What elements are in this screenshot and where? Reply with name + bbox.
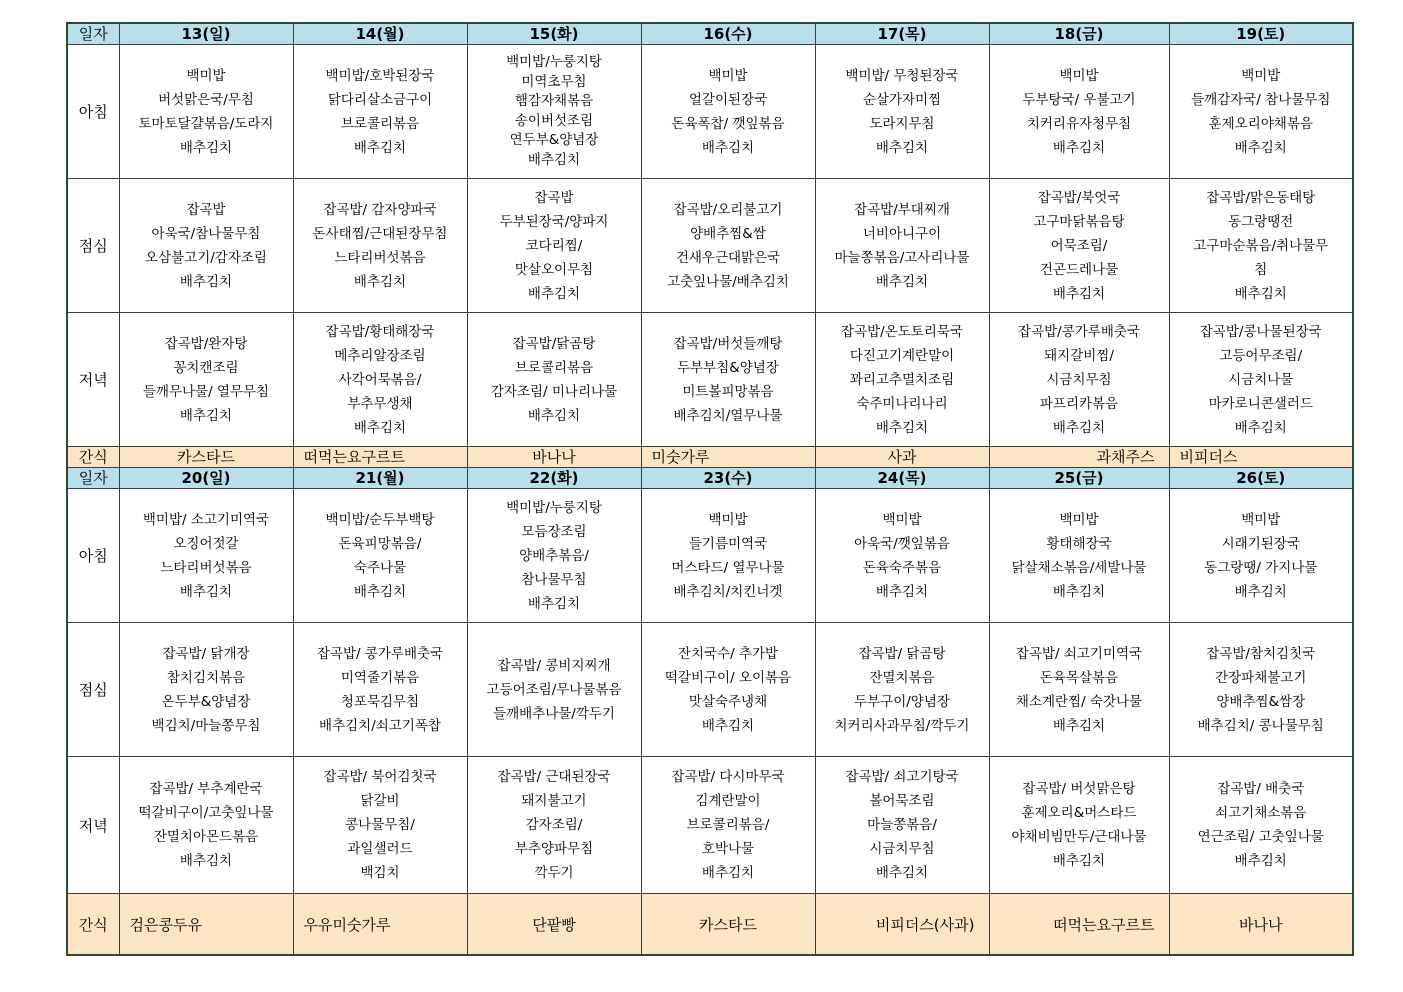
menu-item: 들기름미역국	[688, 535, 768, 552]
menu-item: 배추김치	[1052, 853, 1106, 869]
menu-item: 건곤드레나물	[1039, 261, 1119, 278]
menu-item: 부추무생채	[347, 395, 413, 412]
breakfast-menu-cell	[467, 489, 641, 623]
menu-item: 모듬장조림	[521, 523, 587, 540]
snack-item: 사과	[815, 447, 989, 468]
day-header-6: 18(금)	[989, 23, 1169, 45]
menu-item: 오삼불고기/감자조림	[145, 249, 267, 266]
dinner-menu-cell	[641, 313, 815, 447]
menu-item: 시금치무침	[1046, 371, 1112, 388]
dinner-menu-cell	[989, 757, 1169, 894]
menu-item: 호박나물	[701, 841, 755, 857]
menu-item: 잔멸치볶음	[869, 669, 935, 686]
lunch-menu-cell	[641, 179, 815, 313]
breakfast-menu-cell	[989, 489, 1169, 623]
menu-item: 배추김치	[353, 583, 407, 600]
menu-item: 잡곡밥/ 감자양파국	[323, 201, 437, 218]
week-2-lunch-row	[67, 623, 1353, 757]
menu-item: 참나물무침	[521, 571, 587, 588]
menu-item: 잡곡밥/황태해장국	[325, 323, 435, 340]
breakfast-label: 아침	[67, 489, 119, 623]
menu-item: 브로콜리볶음	[340, 115, 420, 132]
menu-item: 잡곡밥/ 부추계란국	[149, 781, 263, 797]
menu-item: 배추김치/열무나물	[673, 407, 783, 424]
menu-item: 야채비빔만두/근대나물	[1011, 829, 1147, 845]
menu-item: 감자조림/	[525, 817, 583, 833]
breakfast-menu-cell	[1169, 489, 1353, 623]
day-header-4: 23(수)	[641, 468, 815, 489]
lunch-label: 점심	[67, 623, 119, 757]
dinner-menu-cell	[467, 313, 641, 447]
menu-item: 잡곡밥/ 배춧국	[1217, 781, 1305, 797]
snack-item: 바나나	[467, 447, 641, 468]
menu-item: 배추김치	[527, 595, 581, 612]
menu-item: 백미밥/ 소고기미역국	[142, 511, 270, 528]
breakfast-menu-cell	[815, 45, 989, 179]
menu-item: 배추김치	[353, 139, 407, 156]
day-header-7: 19(토)	[1169, 23, 1353, 45]
menu-item: 꽈리고추멸치조림	[849, 371, 955, 388]
day-header-label: 일자	[67, 468, 119, 489]
menu-item: 백미밥/ 무청된장국	[845, 67, 959, 84]
dinner-menu-cell	[641, 757, 815, 894]
menu-item: 백미밥	[1059, 67, 1099, 84]
menu-item: 두부구이/양념장	[854, 693, 950, 710]
day-header-4: 16(수)	[641, 23, 815, 45]
snack-item: 카스타드	[119, 447, 293, 468]
menu-item: 고등어무조림/	[1219, 347, 1303, 364]
menu-item: 양배추찜&쌈	[690, 225, 766, 242]
menu-item: 배추김치	[353, 273, 407, 290]
menu-item: 잡곡밥/닭곰탕	[512, 335, 596, 352]
breakfast-menu-cell	[119, 45, 293, 179]
menu-item: 쇠고기채소볶음	[1215, 805, 1307, 821]
menu-table-body	[67, 23, 1353, 955]
week-1-breakfast-row	[67, 45, 1353, 179]
menu-item: 고구마순볶음/취나물무	[1193, 237, 1329, 254]
menu-item: 간장파채불고기	[1215, 669, 1307, 686]
menu-item: 배추김치	[1052, 419, 1106, 436]
menu-item: 느타리버섯볶음	[334, 249, 426, 266]
snack-label: 간식	[67, 447, 119, 468]
snack-item: 바나나	[1169, 894, 1353, 956]
menu-item: 버섯맑은국/무침	[158, 91, 254, 108]
menu-item: 꽁치캔조림	[173, 359, 239, 376]
menu-item: 배추김치	[353, 419, 407, 436]
menu-item: 닭다리살소금구이	[327, 91, 433, 108]
menu-item: 들깨무나물/ 열무무침	[142, 383, 270, 400]
snack-item: 과채주스	[989, 447, 1169, 468]
menu-item: 미트볼피망볶음	[682, 383, 774, 400]
weekly-meal-menu-table	[66, 22, 1354, 956]
menu-item: 배추김치	[179, 139, 233, 156]
breakfast-menu-cell	[641, 45, 815, 179]
lunch-menu-cell	[119, 623, 293, 757]
menu-item: 미역초무침	[521, 73, 587, 90]
lunch-menu-cell	[989, 623, 1169, 757]
menu-item: 잡곡밥/ 콩가루배춧국	[316, 645, 444, 662]
menu-item: 잡곡밥/참치김칫국	[1206, 645, 1316, 662]
menu-item: 닭갈비	[360, 793, 400, 809]
week-2-dinner-row	[67, 757, 1353, 894]
week-2-snack-row	[67, 894, 1353, 956]
dinner-menu-cell	[815, 757, 989, 894]
menu-item: 볼어묵조림	[869, 793, 935, 809]
snack-item: 검은콩두유	[119, 894, 293, 956]
menu-item: 잡곡밥/ 북어김칫국	[323, 769, 437, 785]
menu-item: 잡곡밥/콩나물된장국	[1199, 323, 1322, 340]
menu-item: 연두부&양념장	[509, 132, 599, 148]
menu-item: 파프리카볶음	[1039, 395, 1119, 412]
menu-item: 잡곡밥/오리불고기	[673, 201, 783, 218]
breakfast-menu-cell	[293, 489, 467, 623]
menu-item: 돈육숙주볶음	[862, 559, 942, 576]
menu-item: 황태해장국	[1046, 535, 1112, 552]
menu-item: 두부탕국/ 우불고기	[1022, 91, 1136, 108]
snack-item: 카스타드	[641, 894, 815, 956]
lunch-menu-cell	[1169, 179, 1353, 313]
menu-item: 시금치무침	[869, 841, 935, 857]
day-header-2: 14(월)	[293, 23, 467, 45]
menu-item: 백미밥/순두부백탕	[325, 511, 435, 528]
menu-item: 잔치국수/ 추가밥	[677, 645, 779, 662]
menu-item: 잡곡밥/ 쇠고기미역국	[1015, 645, 1143, 662]
snack-item: 우유미숫가루	[293, 894, 467, 956]
day-header-3: 15(화)	[467, 23, 641, 45]
day-header-5: 24(목)	[815, 468, 989, 489]
day-header-2: 21(월)	[293, 468, 467, 489]
menu-item: 잔멸치아몬드볶음	[153, 829, 259, 845]
menu-item: 느타리버섯볶음	[160, 559, 252, 576]
menu-item: 배추김치	[179, 583, 233, 600]
menu-item: 잡곡밥/ 콩비지찌개	[497, 657, 611, 674]
snack-item: 비피더스	[1169, 447, 1353, 468]
menu-item: 잡곡밥	[186, 201, 226, 218]
menu-item: 배추김치	[1052, 139, 1106, 156]
lunch-menu-cell	[989, 179, 1169, 313]
menu-item: 토마토달걀볶음/도라지	[138, 115, 274, 132]
menu-item: 잡곡밥/ 쇠고기탕국	[845, 769, 959, 785]
menu-item: 건새우근대맑은국	[675, 249, 781, 266]
menu-item: 닭살채소볶음/세발나물	[1011, 559, 1147, 576]
menu-item: 돈육폭찹/ 깻잎볶음	[671, 115, 785, 132]
menu-item: 동그랑땡전	[1228, 213, 1294, 230]
menu-item: 배추김치	[701, 865, 755, 881]
menu-item: 백미밥	[1241, 67, 1281, 84]
menu-item: 잡곡밥/ 닭개장	[162, 645, 250, 662]
menu-item: 잡곡밥/ 근대된장국	[497, 769, 611, 785]
menu-item: 백미밥	[186, 67, 226, 84]
menu-item: 다진고기계란말이	[849, 347, 955, 364]
menu-item: 배추김치	[179, 853, 233, 869]
dinner-menu-cell	[989, 313, 1169, 447]
menu-item: 브로콜리볶음	[514, 359, 594, 376]
lunch-label: 점심	[67, 179, 119, 313]
menu-item: 배추김치	[875, 865, 929, 881]
menu-item: 송이버섯조림	[514, 112, 594, 129]
lunch-menu-cell	[641, 623, 815, 757]
breakfast-menu-cell	[467, 45, 641, 179]
menu-item: 미역줄기볶음	[340, 669, 420, 686]
menu-item: 너비아니구이	[862, 225, 942, 242]
menu-item: 맛살오이무침	[514, 261, 594, 278]
menu-item: 고구마닭볶음탕	[1033, 213, 1125, 230]
menu-item: 백김치/마늘쫑무침	[151, 717, 261, 734]
breakfast-menu-cell	[641, 489, 815, 623]
menu-item: 도라지무침	[869, 115, 935, 132]
week-1-snack-row	[67, 447, 1353, 468]
day-header-7: 26(토)	[1169, 468, 1353, 489]
day-header-3: 22(화)	[467, 468, 641, 489]
menu-item: 잡곡밥/부대찌개	[854, 201, 950, 218]
menu-item: 시래기된장국	[1221, 535, 1300, 552]
lunch-menu-cell	[293, 179, 467, 313]
menu-item: 깍두기	[534, 865, 574, 881]
snack-item: 미숫가루	[641, 447, 815, 468]
menu-item: 배추김치	[1052, 583, 1106, 600]
menu-item: 배추김치	[1234, 139, 1287, 156]
snack-item: 단팥빵	[467, 894, 641, 956]
menu-item: 김계란말이	[695, 793, 761, 809]
menu-item: 배추김치/쇠고기폭찹	[319, 717, 441, 734]
breakfast-menu-cell	[989, 45, 1169, 179]
menu-item: 치커리유자청무침	[1026, 115, 1132, 132]
menu-item: 배추김치/ 콩나물무침	[1197, 717, 1324, 734]
menu-item: 백미밥/호박된장국	[325, 67, 435, 84]
menu-item: 채소계란찜/ 숙갓나물	[1015, 693, 1143, 710]
dinner-label: 저녁	[67, 757, 119, 894]
menu-item: 잡곡밥/맑은동태탕	[1206, 189, 1316, 206]
menu-item: 청포묵김무침	[340, 693, 420, 710]
menu-item: 햄감자채볶음	[514, 93, 594, 109]
menu-item: 배추김치	[875, 273, 929, 290]
breakfast-menu-cell	[815, 489, 989, 623]
menu-item: 콩나물무침/	[345, 817, 415, 833]
dinner-menu-cell	[119, 757, 293, 894]
dinner-menu-cell	[1169, 757, 1353, 894]
menu-item: 백미밥	[708, 67, 748, 84]
menu-item: 두부부침&양념장	[677, 359, 779, 376]
menu-item: 잡곡밥/온도토리묵국	[841, 323, 963, 340]
menu-item: 코다리찜/	[525, 237, 583, 254]
lunch-menu-cell	[293, 623, 467, 757]
menu-item: 아욱국/참나물무침	[151, 225, 261, 242]
week-1-dinner-row	[67, 313, 1353, 447]
menu-item: 오징어젓갈	[173, 535, 239, 552]
menu-item: 잡곡밥/완자탕	[164, 335, 248, 352]
menu-item: 돈육피망볶음/	[338, 535, 422, 552]
menu-item: 과일샐러드	[347, 841, 413, 857]
menu-item: 배추김치	[875, 583, 929, 600]
snack-item: 떠먹는요구르트	[989, 894, 1169, 956]
week-1-lunch-row	[67, 179, 1353, 313]
lunch-menu-cell	[815, 623, 989, 757]
menu-item: 배추김치	[1052, 717, 1106, 734]
menu-item: 침	[1254, 261, 1268, 278]
menu-item: 돈육목살볶음	[1039, 669, 1119, 686]
breakfast-menu-cell	[293, 45, 467, 179]
lunch-menu-cell	[467, 179, 641, 313]
menu-item: 잡곡밥/ 닭곰탕	[858, 645, 946, 662]
day-header-6: 25(금)	[989, 468, 1169, 489]
menu-item: 백김치	[360, 865, 400, 881]
menu-item: 잡곡밥/ 버섯맑은탕	[1022, 781, 1136, 797]
menu-item: 잡곡밥/버섯들깨탕	[673, 335, 783, 352]
menu-item: 마늘쫑볶음/고사리나물	[834, 249, 970, 266]
menu-item: 백미밥	[1241, 511, 1281, 528]
dinner-label: 저녁	[67, 313, 119, 447]
menu-item: 동그랑땡/ 가지나물	[1204, 559, 1318, 576]
menu-item: 배추김치	[1234, 583, 1287, 600]
lunch-menu-cell	[815, 179, 989, 313]
snack-label: 간식	[67, 894, 119, 956]
menu-item: 배추김치	[701, 717, 755, 734]
menu-item: 배추김치	[875, 139, 929, 156]
menu-item: 떡갈비구이/고춧잎나물	[138, 805, 274, 821]
menu-item: 백미밥/누룽지탕	[506, 54, 602, 70]
menu-item: 양배추찜&쌈장	[1216, 693, 1306, 710]
menu-item: 잡곡밥/콩가루배춧국	[1018, 323, 1140, 340]
menu-item: 배추김치	[1052, 285, 1106, 302]
menu-item: 잡곡밥/북엇국	[1037, 189, 1121, 206]
breakfast-menu-cell	[119, 489, 293, 623]
menu-item: 감자조림/ 미나리나물	[490, 383, 618, 400]
menu-item: 참치김치볶음	[166, 669, 246, 686]
menu-item: 숙주미나리나리	[856, 395, 948, 412]
snack-item: 비피더스(사과)	[815, 894, 989, 956]
menu-item: 브로콜리볶음/	[686, 817, 770, 833]
menu-item: 들깨감자국/ 참나물무침	[1191, 91, 1331, 108]
menu-item: 백미밥/누룽지탕	[506, 499, 602, 516]
breakfast-label: 아침	[67, 45, 119, 179]
menu-item: 배추김치	[527, 407, 581, 424]
menu-item: 마카로니콘샐러드	[1208, 395, 1313, 412]
menu-item: 배추김치	[527, 151, 581, 168]
menu-item: 훈제오리야채볶음	[1208, 115, 1313, 132]
menu-item: 메추리알장조림	[334, 347, 426, 364]
dinner-menu-cell	[293, 313, 467, 447]
menu-item: 배추김치	[179, 407, 233, 424]
menu-item: 맛살숙주냉채	[688, 693, 768, 710]
menu-item: 떡갈비구이/ 오이볶음	[664, 669, 792, 686]
lunch-menu-cell	[467, 623, 641, 757]
day-header-label: 일자	[67, 23, 119, 45]
menu-item: 시금치나물	[1228, 371, 1294, 388]
menu-item: 두부된장국/양파지	[499, 213, 609, 230]
menu-item: 고등어조림/무나물볶음	[486, 681, 622, 698]
dinner-menu-cell	[1169, 313, 1353, 447]
menu-item: 배추김치	[179, 273, 233, 290]
menu-item: 머스타드/ 열무나물	[671, 559, 785, 576]
menu-item: 배추김치	[527, 285, 581, 302]
menu-item: 배추김치	[1234, 419, 1287, 436]
menu-item: 연근조림/ 고춧잎나물	[1197, 829, 1324, 845]
snack-item: 떠먹는요구르트	[293, 447, 467, 468]
menu-item: 치커리사과무침/깍두기	[834, 717, 970, 734]
menu-item: 얼갈이된장국	[688, 91, 768, 108]
menu-item: 배추김치	[1234, 853, 1287, 869]
menu-item: 들깨배추나물/깍두기	[493, 705, 615, 722]
menu-item: 백미밥	[1059, 511, 1099, 528]
menu-item: 훈제오리&머스타드	[1021, 805, 1137, 821]
week-2-breakfast-row	[67, 489, 1353, 623]
day-header-1: 13(일)	[119, 23, 293, 45]
menu-item: 부추양파무침	[514, 841, 594, 857]
menu-item: 배추김치/치킨너겟	[673, 583, 783, 600]
menu-item: 배추김치	[875, 419, 929, 436]
menu-item: 양배추볶음/	[519, 547, 589, 564]
day-header-5: 17(목)	[815, 23, 989, 45]
menu-item: 잡곡밥	[534, 189, 574, 206]
menu-item: 아욱국/깻잎볶음	[854, 535, 950, 552]
breakfast-menu-cell	[1169, 45, 1353, 179]
menu-item: 어묵조림/	[1050, 237, 1108, 254]
menu-item: 배추김치	[701, 139, 755, 156]
dinner-menu-cell	[119, 313, 293, 447]
week-1-day-header-row	[67, 23, 1353, 45]
menu-item: 온두부&양념장	[161, 693, 251, 710]
menu-item: 잡곡밥/ 다시마무국	[671, 769, 785, 785]
dinner-menu-cell	[293, 757, 467, 894]
week-2-day-header-row	[67, 468, 1353, 489]
menu-item: 고춧잎나물/배추김치	[667, 273, 789, 290]
menu-item: 사각어묵볶음/	[338, 371, 422, 388]
dinner-menu-cell	[467, 757, 641, 894]
lunch-menu-cell	[1169, 623, 1353, 757]
menu-item: 돼지갈비찜/	[1044, 347, 1114, 364]
menu-item: 백미밥	[882, 511, 922, 528]
lunch-menu-cell	[119, 179, 293, 313]
menu-item: 숙주나물	[353, 559, 407, 576]
menu-item: 순살가자미찜	[862, 91, 942, 108]
menu-item: 백미밥	[708, 511, 748, 528]
menu-item: 배추김치	[1234, 285, 1287, 302]
menu-item: 마늘쫑볶음/	[867, 817, 937, 833]
dinner-menu-cell	[815, 313, 989, 447]
menu-item: 돈사태찜/근대된장무침	[312, 225, 448, 242]
menu-item: 돼지불고기	[521, 793, 587, 809]
day-header-1: 20(일)	[119, 468, 293, 489]
